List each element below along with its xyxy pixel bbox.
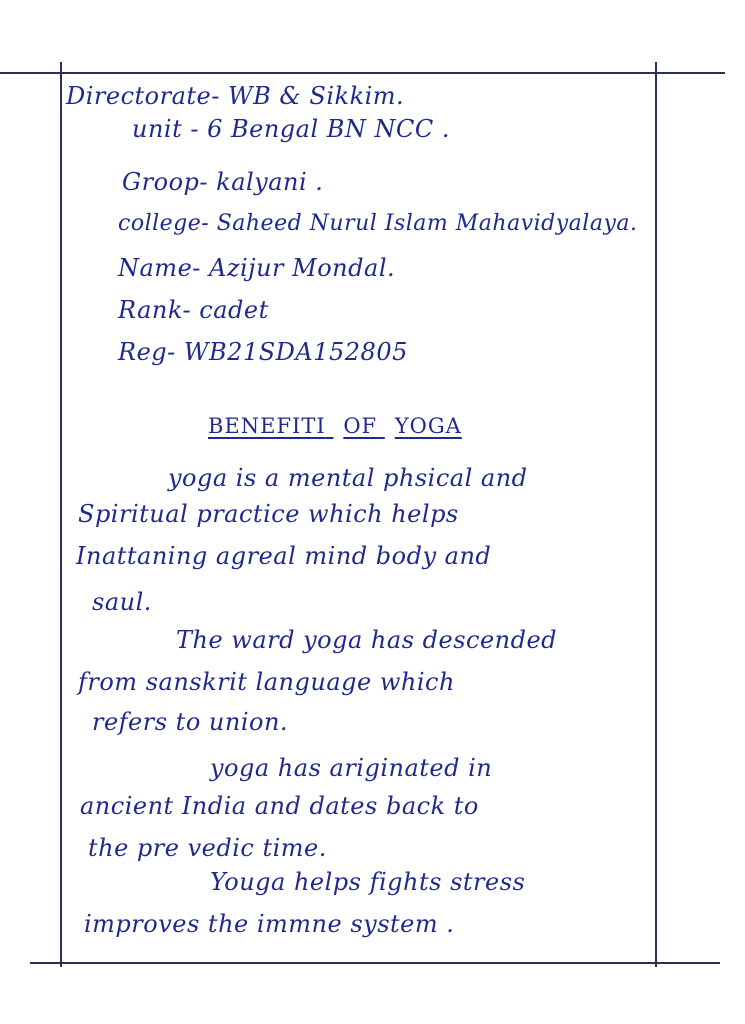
- college-line: college- Saheed Nurul Islam Mahavidyalaya.: [118, 211, 638, 236]
- essay-line: ancient India and dates back to: [80, 792, 479, 820]
- top-margin-line: [0, 72, 725, 74]
- essay-line: the pre vedic time.: [88, 834, 327, 862]
- right-margin-line: [655, 62, 657, 967]
- title-word-3: YOGA: [394, 414, 462, 438]
- essay-line: refers to union.: [92, 708, 289, 736]
- essay-line: improves the immne system .: [84, 910, 455, 938]
- essay-line: Spiritual practice which helps: [78, 500, 459, 528]
- essay-line: from sanskrit language which: [78, 668, 455, 696]
- reg-line: Reg- WB21SDA152805: [118, 338, 408, 366]
- bottom-margin-line: [30, 962, 720, 964]
- essay-line: Inattaning agreal mind body and: [76, 542, 492, 570]
- title-word-2: OF: [343, 414, 378, 438]
- left-margin-line: [60, 62, 62, 967]
- essay-line: yoga has ariginated in: [210, 754, 493, 782]
- name-line: Name- Azijur Mondal.: [118, 254, 396, 282]
- title-word-1: BENEFITI: [208, 414, 326, 438]
- group-line: Groop- kalyani .: [122, 168, 324, 196]
- directorate-line: Directorate- WB & Sikkim.: [66, 82, 405, 110]
- unit-line: unit - 6 Bengal BN NCC .: [132, 115, 451, 143]
- essay-line: The ward yoga has descended: [176, 626, 558, 654]
- essay-line: yoga is a mental phsical and: [168, 464, 528, 492]
- essay-title: [208, 414, 462, 438]
- essay-line: Youga helps fights stress: [210, 868, 526, 896]
- essay-line: saul.: [92, 588, 152, 616]
- rank-line: Rank- cadet: [118, 296, 269, 324]
